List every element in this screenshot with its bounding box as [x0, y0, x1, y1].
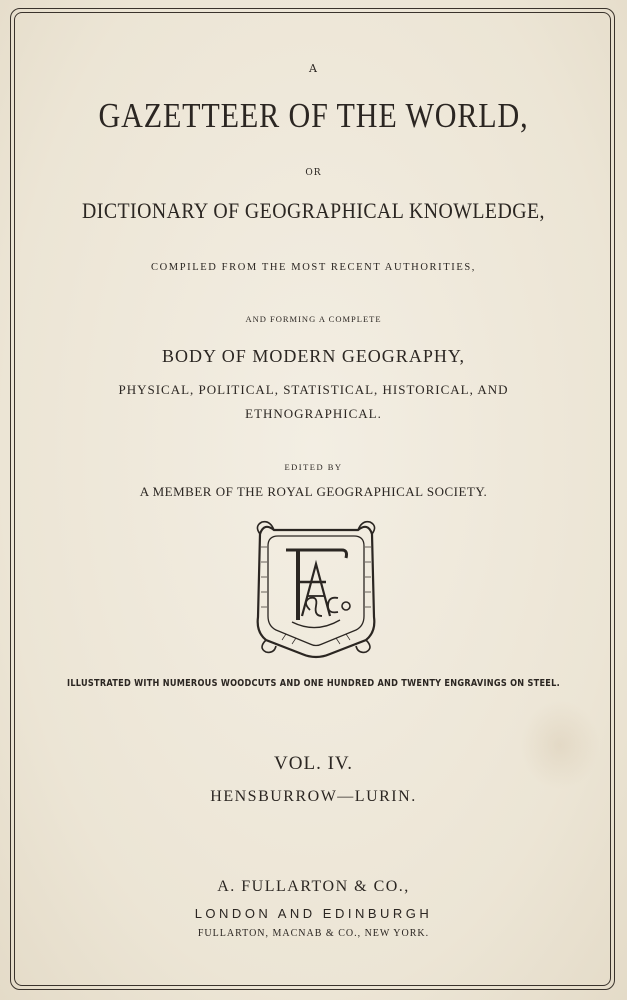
new-york-publisher: FULLARTON, MACNAB & CO., NEW YORK. [197, 928, 430, 939]
illustrated-note: ILLUSTRATED WITH NUMEROUS WOODCUTS AND ONE HUNDRED AND TWENTY ENGRAVINGS ON STEEL. [67, 678, 560, 689]
compiled-line: COMPILED FROM THE MOST RECENT AUTHORITIES, [150, 262, 477, 273]
body-geography-line: BODY OF MODERN GEOGRAPHY, [161, 346, 466, 366]
description-line-1: PHYSICAL, POLITICAL, STATISTICAL, HISTORICAL, AND [118, 382, 509, 397]
volume-range: HENSBURROW—LURIN. [210, 788, 417, 805]
editor-line: A MEMBER OF THE ROYAL GEOGRAPHICAL SOCIETY. [139, 484, 488, 499]
book-subtitle: DICTIONARY OF GEOGRAPHICAL KNOWLEDGE, [82, 198, 545, 223]
publisher-cities: LONDON AND EDINBURGH [194, 906, 433, 921]
publisher-monogram-emblem [252, 512, 380, 662]
title-article: A [309, 62, 318, 75]
edited-by-line: EDITED BY [284, 462, 343, 472]
book-title: GAZETTEER OF THE WORLD, [98, 96, 529, 135]
title-or: OR [305, 168, 322, 178]
description-line-2: ETHNOGRAPHICAL. [245, 406, 382, 421]
volume-number: VOL. IV. [274, 753, 353, 774]
publisher-name: A. FULLARTON & CO., [217, 878, 410, 895]
forming-line: AND FORMING A COMPLETE [245, 314, 382, 324]
